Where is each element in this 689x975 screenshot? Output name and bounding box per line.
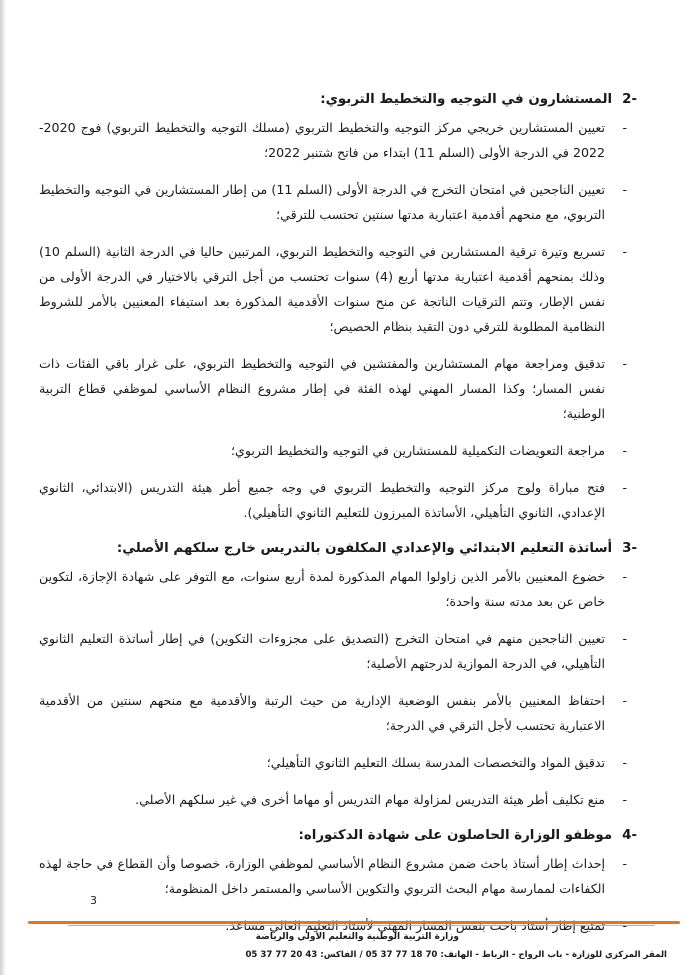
list-item: - تدقيق المواد والتخصصات المدرسة بسلك التعليم الثانوي التأهيلي؛ [39,750,631,775]
section-title: موظفو الوزارة الحاصلون على شهادة الدكتوراه: [298,828,613,843]
list-item: - تسريع وتيرة ترقية المستشارين في التوجيه والتخطيط التربوي، المرتبين حاليا في الدرجة الثانية (السلم 10) وذلك بمنحهم أقدمية اعتبارية مدتها أربع (4) سنوات تحتسب من أجل الترقي بالاختيار في الدرجة الأولى من نفس الإطار، وتتم الترقيات الناتجة عن منح سنوات الأقدمية المذكورة بعد استيفاء المعنيين بالأمر للشروط النظامية المطلوبة للترقي دون التقيد بنظام الحصيص؛ [39,239,631,339]
page-content [39,88,637,950]
list-item: - إحداث إطار أستاذ باحث ضمن مشروع النظام الأساسي لموظفي الوزارة، خصوصا وأن القطاع في حاجة لهذه الكفاءات لممارسة مهام البحث التربوي والتكوين الأساسي والمستمر داخل المنظومة؛ [39,851,631,901]
list-item: - تعيين الناجحين منهم في امتحان التخرج (التصديق على مجزوءات التكوين) في إطار أساتذة التعليم الثانوي التأهيلي، في الدرجة الموازية لدرجتهم الأصلية؛ [39,626,631,676]
footer-ministry-name: وزارة التربية الوطنية والتعليم الأولي والرياضة [255,932,459,942]
section-counselors [39,88,637,525]
list-item: - منع تكليف أطر هيئة التدريس لمزاولة مهام التدريس أو مهاما أخرى في غير سلكهم الأصلي. [39,787,631,812]
list-item: - تعيين المستشارين خريجي مركز التوجيه والتخطيط التربوي (مسلك التوجيه والتخطيط التربوي) فوج 2020-2022 في الدرجة الأولى (السلم 11) ابتداء من فاتح شتنبر 2022؛ [39,115,631,165]
section-number: 2- [622,92,637,107]
section-title: المستشارون في التوجيه والتخطيط التربوي: [320,92,613,107]
section-teachers [39,537,637,812]
list-item: - خضوع المعنيين بالأمر الذين زاولوا المهام المذكورة لمدة أربع سنوات، مع التوفر على شهادة الإجازة، لتكوين خاص عن بعد مدته سنة واحدة؛ [39,564,631,614]
section-number: 3- [622,541,637,556]
list-item: - مراجعة التعويضات التكميلية للمستشارين في التوجيه والتخطيط التربوي؛ [39,438,631,463]
list-item: - تدقيق ومراجعة مهام المستشارين والمفتشين في التوجيه والتخطيط التربوي، على غرار باقي الفئات ذات نفس المسار؛ وكذا المسار المهني لهذه الفئة في إطار مشروع النظام الأساسي لموظفي قطاع التربية الوطنية؛ [39,351,631,426]
footer-accent-bar [28,921,680,924]
section-heading [39,537,637,561]
scan-edge-shadow [0,0,6,975]
list-item: - فتح مباراة ولوج مركز التوجيه والتخطيط التربوي في وجه جميع أطر هيئة التدريس (الابتدائي، الثانوي الإعدادي، الثانوي التأهيلي، الأساتذة المبرزون للتعليم الثانوي التأهيلي). [39,475,631,525]
footer-thin-line [68,925,655,926]
footer-address: المقر المركزي للوزارة - باب الرواح - الرباط - الهاتف: 70 18 77 37 05 / الفاكس: 43 20 77 37 05 [245,950,667,960]
list-item: - تعيين الناجحين في امتحان التخرج في الدرجة الأولى (السلم 11) من إطار المستشارين في التوجيه والتخطيط التربوي، مع منحهم أقدمية اعتبارية مدتها سنتين تحتسب للترقي؛ [39,177,631,227]
section-heading [39,88,637,112]
page-number: 3 [90,894,97,907]
section-heading [39,824,637,848]
list-item: - احتفاظ المعنيين بالأمر بنفس الوضعية الإدارية من حيث الرتبة والأقدمية مع منحهم سنتين من الأقدمية الاعتبارية تحتسب لأجل الترقي في الدرجة؛ [39,688,631,738]
footer-divider [28,921,680,926]
section-title: أساتذة التعليم الابتدائي والإعدادي المكلفون بالتدريس خارج سلكهم الأصلي: [116,541,613,556]
section-number: 4- [622,828,637,843]
